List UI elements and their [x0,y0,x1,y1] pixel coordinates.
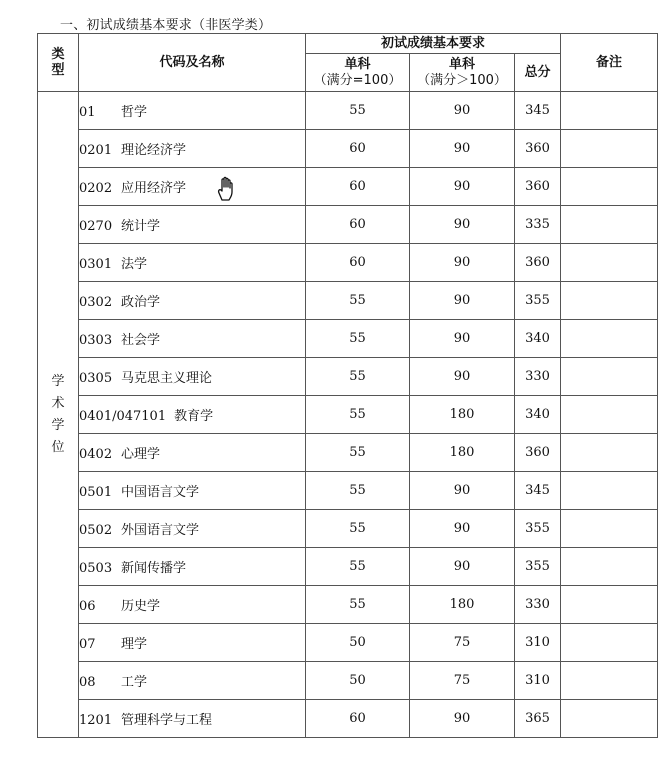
code-name-cell [79,396,306,434]
single-100-cell: 50 [306,662,410,700]
discipline-code: 08 [79,675,96,690]
code-name-cell [79,244,306,282]
single-100-cell: 60 [306,130,410,168]
discipline-code: 0503 [79,561,113,576]
remarks-cell [561,472,658,510]
single-100-cell: 55 [306,320,410,358]
header-type: 类 型 [38,34,79,92]
single-100-cell: 55 [306,586,410,624]
single-gt100-cell: 75 [410,662,515,700]
discipline-code: 0301 [79,257,113,272]
code-name-cell [79,206,306,244]
discipline-name: 政治学 [121,295,161,310]
total-cell: 360 [515,130,561,168]
discipline-name: 统计学 [121,219,161,234]
single-gt100-cell: 180 [410,396,515,434]
remarks-cell [561,624,658,662]
code-name-cell [79,548,306,586]
total-cell: 360 [515,168,561,206]
table-row [38,700,658,738]
discipline-name: 理论经济学 [121,143,187,158]
single-gt100-cell: 90 [410,130,515,168]
discipline-code: 0502 [79,523,113,538]
remarks-cell [561,434,658,472]
single-gt100-cell: 90 [410,206,515,244]
single-100-cell: 55 [306,282,410,320]
total-cell: 340 [515,320,561,358]
single-gt100-cell: 90 [410,244,515,282]
discipline-code: 0302 [79,295,113,310]
header-single-gt100: 单科 （满分＞100） [410,54,515,92]
total-cell: 330 [515,586,561,624]
single-100-cell: 55 [306,92,410,130]
discipline-name: 心理学 [121,447,161,462]
total-cell: 345 [515,92,561,130]
total-cell: 365 [515,700,561,738]
discipline-name: 工学 [121,675,148,690]
code-name-cell [79,700,306,738]
section-heading: 一、初试成绩基本要求（非医学类） [60,18,272,33]
single-100-cell: 60 [306,244,410,282]
single-gt100-cell: 75 [410,624,515,662]
single-100-cell: 55 [306,472,410,510]
single-gt100-cell: 90 [410,320,515,358]
code-name-cell [79,586,306,624]
total-cell: 355 [515,548,561,586]
single-100-cell: 55 [306,358,410,396]
remarks-cell [561,700,658,738]
code-name-cell [79,472,306,510]
table-row [38,586,658,624]
single-100-cell: 55 [306,548,410,586]
discipline-code: 0270 [79,219,113,234]
single-gt100-cell: 90 [410,472,515,510]
total-cell: 360 [515,244,561,282]
remarks-cell [561,586,658,624]
discipline-name: 新闻传播学 [121,561,187,576]
single-gt100-cell: 180 [410,586,515,624]
total-cell: 330 [515,358,561,396]
single-100-cell: 60 [306,700,410,738]
total-cell: 340 [515,396,561,434]
discipline-name: 教育学 [174,409,214,424]
single-gt100-cell: 90 [410,510,515,548]
table-row [38,168,658,206]
discipline-name: 外国语言文学 [121,523,200,538]
total-cell: 355 [515,282,561,320]
table-row [38,92,658,130]
code-name-cell [79,168,306,206]
total-cell: 345 [515,472,561,510]
code-name-cell [79,510,306,548]
score-requirements-table [37,33,658,738]
total-cell: 360 [515,434,561,472]
remarks-cell [561,548,658,586]
discipline-name: 法学 [121,257,148,272]
remarks-cell [561,396,658,434]
remarks-cell [561,92,658,130]
remarks-cell [561,662,658,700]
table-row [38,472,658,510]
table-row [38,396,658,434]
remarks-cell [561,282,658,320]
hand-pointer-icon [214,176,238,202]
discipline-code: 0501 [79,485,113,500]
total-cell: 355 [515,510,561,548]
remarks-cell [561,510,658,548]
header-total: 总分 [515,54,561,92]
discipline-code: 1201 [79,713,113,728]
single-gt100-cell: 90 [410,358,515,396]
discipline-code: 01 [79,105,96,120]
remarks-cell [561,206,658,244]
single-gt100-cell: 90 [410,92,515,130]
remarks-cell [561,358,658,396]
single-gt100-cell: 90 [410,282,515,320]
header-group: 初试成绩基本要求 [306,34,561,54]
total-cell: 310 [515,624,561,662]
table-row [38,662,658,700]
discipline-code: 07 [79,637,96,652]
code-name-cell [79,662,306,700]
remarks-cell [561,168,658,206]
single-100-cell: 55 [306,434,410,472]
discipline-name: 中国语言文学 [121,485,200,500]
code-name-cell [79,434,306,472]
discipline-code: 0402 [79,447,113,462]
code-name-cell [79,282,306,320]
discipline-name: 应用经济学 [121,181,187,196]
discipline-code: 0201 [79,143,113,158]
table-row [38,548,658,586]
table-row [38,130,658,168]
discipline-name: 历史学 [121,599,161,614]
discipline-code: 0401/047101 [79,409,167,424]
discipline-code: 06 [79,599,96,614]
discipline-name: 社会学 [121,333,161,348]
table-row [38,320,658,358]
single-gt100-cell: 180 [410,434,515,472]
code-name-cell [79,624,306,662]
header-remarks: 备注 [561,34,658,92]
discipline-code: 0303 [79,333,113,348]
code-name-cell [79,358,306,396]
single-100-cell: 55 [306,510,410,548]
single-gt100-cell: 90 [410,168,515,206]
discipline-name: 哲学 [121,105,148,120]
single-gt100-cell: 90 [410,700,515,738]
table-row [38,244,658,282]
remarks-cell [561,130,658,168]
remarks-cell [561,320,658,358]
single-gt100-cell: 90 [410,548,515,586]
code-name-cell [79,130,306,168]
total-cell: 335 [515,206,561,244]
single-100-cell: 50 [306,624,410,662]
discipline-name: 马克思主义理论 [121,371,213,386]
header-code-name: 代码及名称 [79,34,306,92]
header-single-100: 单科 （满分=100） [306,54,410,92]
single-100-cell: 60 [306,168,410,206]
table-row [38,358,658,396]
table-row [38,282,658,320]
table-row [38,510,658,548]
discipline-code: 0305 [79,371,113,386]
single-100-cell: 60 [306,206,410,244]
type-cell: 学 术 学 位 [38,92,79,738]
discipline-name: 管理科学与工程 [121,713,213,728]
code-name-cell [79,92,306,130]
table-row [38,624,658,662]
remarks-cell [561,244,658,282]
discipline-name: 理学 [121,637,148,652]
table-row [38,434,658,472]
total-cell: 310 [515,662,561,700]
single-100-cell: 55 [306,396,410,434]
code-name-cell [79,320,306,358]
table-row [38,206,658,244]
discipline-code: 0202 [79,181,113,196]
